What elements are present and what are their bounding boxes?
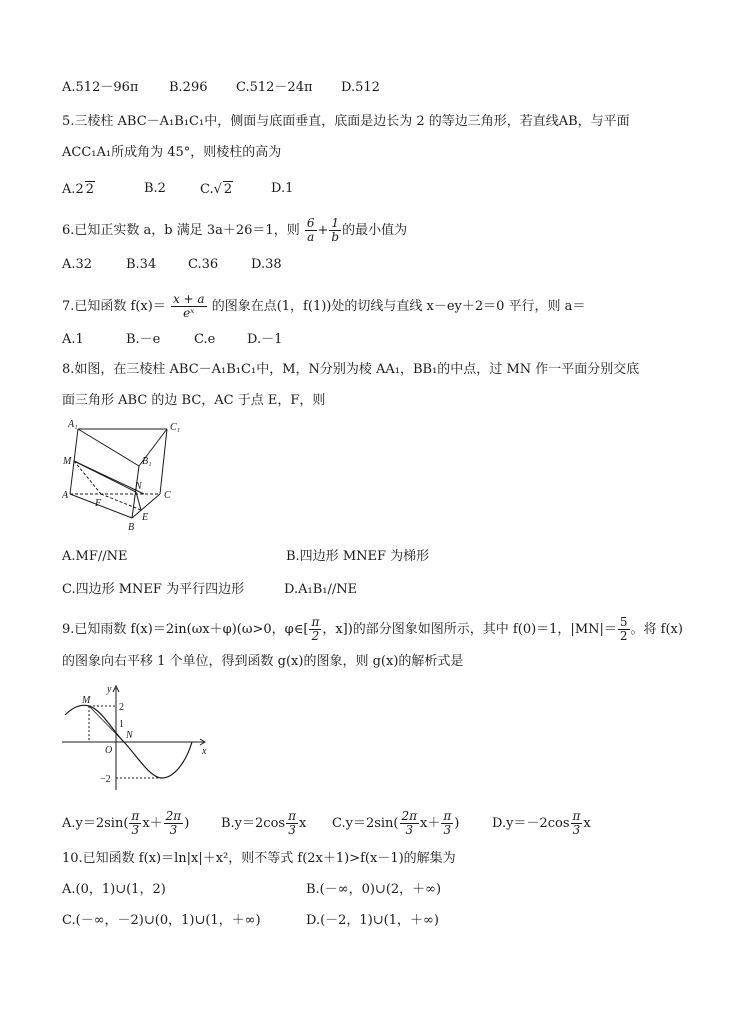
label-n: N <box>135 481 142 492</box>
q7-option-d: D.－1 <box>247 332 283 347</box>
label-c: C <box>164 490 171 501</box>
segment-mf-hidden <box>74 461 101 494</box>
edge-cc1 <box>160 429 167 494</box>
q8-option-d: D.A₁B₁//NE <box>284 582 358 597</box>
q10-option-c: C.(－∞，－2)∪(0，1)∪(1，＋∞) <box>62 913 261 928</box>
q4-option-b: B.296 <box>169 80 208 95</box>
q4-option-a: A.512－96π <box>62 80 139 95</box>
label-f: F <box>95 498 102 509</box>
q6-option-b: B.34 <box>126 257 157 272</box>
q8-option-b: B.四边形 MNEF 为梯形 <box>286 549 430 564</box>
q10-option-b: B.(－∞，0)∪(2，＋∞) <box>306 882 442 897</box>
q8-options-row1 <box>62 549 430 565</box>
label-e: E <box>142 512 149 523</box>
label-x: x <box>202 746 207 757</box>
q5-options <box>62 181 294 198</box>
q5-option-c: C.√ 2 <box>200 182 233 197</box>
tick-2: 2 <box>119 702 124 713</box>
sqrt-symbol: 2 <box>85 182 95 197</box>
q9-option-d: D.y＝－2cos $\frac{\pi}{3}$ x <box>492 809 591 837</box>
label-m: M <box>82 695 91 706</box>
q7-option-a: A.1 <box>62 332 84 347</box>
label-a: A <box>62 490 69 501</box>
q10-options-row1 <box>62 882 442 898</box>
q9-stem-line2: 的图象向右平移 1 个单位，得到函数 g(x)的图象，则 g(x)的解析式是 <box>62 654 464 669</box>
q6-option-c: C.36 <box>188 257 219 272</box>
q4-option-c: C.512－24π <box>236 80 313 95</box>
label-c1: C₁ <box>170 422 181 433</box>
q5-option-a: A.2 2 <box>62 182 95 197</box>
label-n: N <box>126 730 133 741</box>
label-o: O <box>105 745 113 756</box>
q10-stem: 10.已知函数 f(x)＝ln|x|＋x²，则不等式 f(2x＋1)>f(x－1)的解集为 <box>62 851 456 866</box>
q8-option-c: C.四边形 MNEF 为平行四边形 <box>62 582 245 597</box>
q6-option-d: D.38 <box>251 257 282 272</box>
q6-fraction-1b: $\frac{1}{b}$ <box>331 216 340 244</box>
q9-stem-line1: 9.已知雨数 f(x)＝2in(ωx＋φ)(ω>0，φ∈[ $\frac{\pi}{2}$ ，x])的部分图象如图所示，其中 f(0)＝1，|MN|＝ $\frac{5}{2}$ 。将 f(x) <box>62 615 683 643</box>
segment-ne <box>136 492 141 510</box>
tick-1: 1 <box>119 719 124 730</box>
q7-stem: 7.已知函数 f(x)＝ $\frac{x + a}{\text{eˣ}}$ 的图象在点(1，f(1))处的切线与直线 x－ey＋2＝0 平行，则 a＝ <box>62 292 586 320</box>
q6-option-a: A.32 <box>62 257 93 272</box>
q7-fraction: $\frac{x + a}{\text{eˣ}}$ <box>172 292 205 320</box>
q9-option-b: B.y＝2cos $\frac{\pi}{3}$ x <box>221 809 307 837</box>
q6-stem: 6.已知正实数 a，b 满足 3a＋26＝1，则 $\frac{6}{a}$ + $\frac{1}{b}$ 的最小值为 <box>62 216 408 244</box>
q9-fraction-pi2: $\frac{\pi}{2}$ <box>311 615 320 643</box>
q8-options-row2 <box>62 582 358 598</box>
q7-option-c: C.e <box>194 332 216 347</box>
q4-option-d: D.512 <box>341 80 380 95</box>
q8-stem-line1: 8.如图，在三棱柱 ABC－A₁B₁C₁中，M，N分别为棱 AA₁，BB₁的中点，过 MN 作一平面分别交底 <box>62 362 640 377</box>
q9-options <box>62 809 591 837</box>
q5-option-d: D.1 <box>271 181 294 196</box>
q7-options <box>62 332 283 348</box>
q5-stem-line1: 5.三棱柱 ABC－A₁B₁C₁中，侧面与底面垂直，底面是边长为 2 的等边三角形，若直线AB，与平面 <box>62 114 630 129</box>
q5-stem-line2: ACC₁A₁所成角为 45°，则棱柱的高为 <box>62 145 282 160</box>
q8-stem-line2: 面三角形 ABC 的边 BC，AC 于点 E，F，则 <box>62 393 326 408</box>
tick-neg2: −2 <box>100 774 111 785</box>
prism-figure <box>62 418 198 538</box>
q9-fraction-52: $\frac{5}{2}$ <box>619 615 628 643</box>
q5-option-b: B.2 <box>144 181 166 196</box>
sine-graph-figure <box>62 682 212 794</box>
q10-options-row2 <box>62 913 439 929</box>
q10-option-a: A.(0，1)∪(1，2) <box>62 882 166 897</box>
label-a1: A₁ <box>68 419 78 430</box>
edge-a1b1 <box>78 429 139 466</box>
q9-option-a: A.y＝2sin( $\frac{\pi}{3}$ x＋ $\frac{2\pi}{3}$ ) <box>62 809 190 837</box>
q9-option-c: C.y＝2sin( $\frac{2\pi}{3}$ x＋ $\frac{\pi}{3}$ ) <box>332 809 460 837</box>
q10-option-d: D.(－2，1)∪(1，＋∞) <box>306 913 439 928</box>
q7-option-b: B.－e <box>126 332 161 347</box>
label-m: M <box>63 456 72 467</box>
q4-options <box>62 80 380 96</box>
q6-options <box>62 257 282 273</box>
label-b: B <box>128 522 135 533</box>
q8-option-a: A.MF//NE <box>62 549 128 564</box>
face-line <box>74 461 144 494</box>
label-y: y <box>107 684 112 695</box>
q6-fraction-6a: $\frac{6}{a}$ <box>306 216 315 244</box>
label-b1: B₁ <box>142 456 152 467</box>
